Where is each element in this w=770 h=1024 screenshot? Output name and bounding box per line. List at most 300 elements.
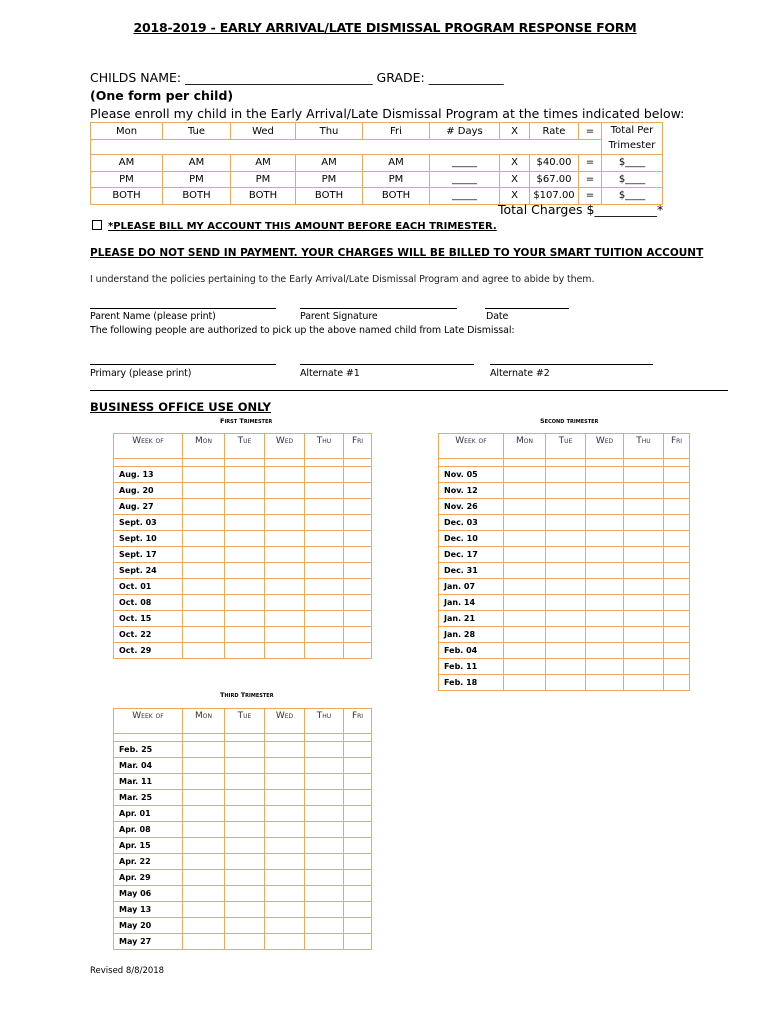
attendance-cell[interactable] bbox=[225, 483, 265, 499]
x-pm: X bbox=[500, 171, 530, 188]
grid-header-tue: Tue bbox=[546, 434, 586, 459]
attendance-cell[interactable] bbox=[504, 627, 546, 643]
attendance-cell[interactable] bbox=[265, 547, 305, 563]
attendance-cell[interactable] bbox=[265, 934, 305, 950]
attendance-cell[interactable] bbox=[624, 563, 664, 579]
eq-both: = bbox=[579, 188, 602, 205]
attendance-cell[interactable] bbox=[586, 627, 624, 643]
attendance-cell[interactable] bbox=[546, 563, 586, 579]
attendance-cell[interactable] bbox=[305, 838, 344, 854]
attendance-cell[interactable] bbox=[265, 790, 305, 806]
attendance-cell[interactable] bbox=[344, 595, 372, 611]
attendance-cell[interactable] bbox=[504, 483, 546, 499]
table-row bbox=[114, 483, 372, 499]
attendance-cell[interactable] bbox=[183, 483, 225, 499]
table-row bbox=[439, 531, 690, 547]
attendance-cell[interactable] bbox=[305, 515, 344, 531]
fri-pm[interactable]: PM bbox=[363, 171, 430, 188]
wed-both[interactable]: BOTH bbox=[231, 188, 296, 205]
days-both[interactable]: _____ bbox=[430, 188, 500, 205]
attendance-cell[interactable] bbox=[624, 659, 664, 675]
fri-both[interactable]: BOTH bbox=[363, 188, 430, 205]
attendance-cell[interactable] bbox=[225, 515, 265, 531]
attendance-cell[interactable] bbox=[183, 579, 225, 595]
attendance-cell[interactable] bbox=[305, 499, 344, 515]
attendance-cell[interactable] bbox=[225, 595, 265, 611]
attendance-cell[interactable] bbox=[664, 483, 690, 499]
attendance-cell[interactable] bbox=[225, 806, 265, 822]
attendance-cell[interactable] bbox=[344, 611, 372, 627]
attendance-cell[interactable] bbox=[225, 611, 265, 627]
attendance-cell[interactable] bbox=[183, 742, 225, 758]
attendance-cell[interactable] bbox=[265, 595, 305, 611]
second-trimester-title: Second trimester bbox=[540, 417, 599, 425]
attendance-cell[interactable] bbox=[624, 595, 664, 611]
attendance-cell[interactable] bbox=[546, 467, 586, 483]
attendance-cell[interactable] bbox=[546, 627, 586, 643]
policy-agreement: I understand the policies pertaining to the Early Arrival/Late Dismissal Program and agree to abide by them. bbox=[90, 274, 595, 285]
attendance-cell[interactable] bbox=[344, 483, 372, 499]
attendance-cell[interactable] bbox=[183, 806, 225, 822]
attendance-cell[interactable] bbox=[344, 758, 372, 774]
attendance-cell[interactable] bbox=[225, 774, 265, 790]
attendance-cell[interactable] bbox=[664, 499, 690, 515]
attendance-cell[interactable] bbox=[664, 579, 690, 595]
week-date: Oct. 15 bbox=[114, 611, 183, 627]
attendance-cell[interactable] bbox=[225, 870, 265, 886]
attendance-cell[interactable] bbox=[305, 579, 344, 595]
attendance-cell[interactable] bbox=[183, 870, 225, 886]
mon-am[interactable]: AM bbox=[91, 155, 163, 172]
attendance-cell[interactable] bbox=[504, 643, 546, 659]
attendance-cell[interactable] bbox=[305, 467, 344, 483]
attendance-cell[interactable] bbox=[265, 902, 305, 918]
attendance-cell[interactable] bbox=[344, 563, 372, 579]
attendance-cell[interactable] bbox=[504, 515, 546, 531]
attendance-cell[interactable] bbox=[183, 467, 225, 483]
attendance-cell[interactable] bbox=[305, 806, 344, 822]
grid-header-week-of: Week of bbox=[114, 434, 183, 459]
days-am[interactable]: _____ bbox=[430, 155, 500, 172]
attendance-cell[interactable] bbox=[265, 854, 305, 870]
grid-header-fri: Fri bbox=[344, 434, 372, 459]
attendance-cell[interactable] bbox=[265, 870, 305, 886]
first-trimester-title: First Trimester bbox=[220, 417, 273, 425]
attendance-cell[interactable] bbox=[265, 774, 305, 790]
attendance-cell[interactable] bbox=[265, 563, 305, 579]
attendance-cell[interactable] bbox=[305, 918, 344, 934]
attendance-cell[interactable] bbox=[183, 854, 225, 870]
table-row bbox=[439, 563, 690, 579]
attendance-cell[interactable] bbox=[265, 806, 305, 822]
attendance-cell[interactable] bbox=[225, 547, 265, 563]
attendance-cell[interactable] bbox=[225, 902, 265, 918]
mon-pm[interactable]: PM bbox=[91, 171, 163, 188]
attendance-cell[interactable] bbox=[344, 806, 372, 822]
table-row bbox=[114, 563, 372, 579]
attendance-cell[interactable] bbox=[344, 499, 372, 515]
attendance-cell[interactable] bbox=[265, 886, 305, 902]
alternate1-label: Alternate #1 bbox=[300, 368, 360, 379]
week-date: Feb. 11 bbox=[439, 659, 504, 675]
grid-header-wed: Wed bbox=[265, 709, 305, 734]
attendance-cell[interactable] bbox=[305, 742, 344, 758]
attendance-cell[interactable] bbox=[344, 934, 372, 950]
attendance-cell[interactable] bbox=[504, 467, 546, 483]
table-row bbox=[439, 547, 690, 563]
attendance-cell[interactable] bbox=[624, 499, 664, 515]
attendance-cell[interactable] bbox=[265, 467, 305, 483]
week-date: Jan. 28 bbox=[439, 627, 504, 643]
table-row bbox=[114, 627, 372, 643]
table-row bbox=[439, 675, 690, 691]
attendance-cell[interactable] bbox=[546, 531, 586, 547]
attendance-cell[interactable] bbox=[586, 467, 624, 483]
attendance-cell[interactable] bbox=[504, 595, 546, 611]
attendance-cell[interactable] bbox=[504, 499, 546, 515]
week-date: Oct. 29 bbox=[114, 643, 183, 659]
attendance-cell[interactable] bbox=[183, 627, 225, 643]
attendance-cell[interactable] bbox=[305, 902, 344, 918]
week-date: May 13 bbox=[114, 902, 183, 918]
parent-name-line[interactable] bbox=[90, 308, 276, 309]
grid-header-thu: Thu bbox=[305, 709, 344, 734]
attendance-cell[interactable] bbox=[624, 675, 664, 691]
attendance-cell[interactable] bbox=[546, 659, 586, 675]
week-date: Jan. 14 bbox=[439, 595, 504, 611]
attendance-cell[interactable] bbox=[344, 627, 372, 643]
attendance-cell[interactable] bbox=[586, 611, 624, 627]
attendance-cell[interactable] bbox=[664, 531, 690, 547]
col-fri: Fri bbox=[363, 123, 430, 140]
attendance-cell[interactable] bbox=[305, 627, 344, 643]
grid-header-fri: Fri bbox=[344, 709, 372, 734]
table-row bbox=[114, 611, 372, 627]
attendance-cell[interactable] bbox=[183, 918, 225, 934]
attendance-cell[interactable] bbox=[183, 643, 225, 659]
attendance-cell[interactable] bbox=[225, 758, 265, 774]
attendance-cell[interactable] bbox=[664, 467, 690, 483]
attendance-cell[interactable] bbox=[183, 886, 225, 902]
attendance-cell[interactable] bbox=[586, 499, 624, 515]
week-date: Apr. 22 bbox=[114, 854, 183, 870]
parent-signature-label: Parent Signature bbox=[300, 311, 378, 322]
attendance-cell[interactable] bbox=[344, 790, 372, 806]
col-thu: Thu bbox=[296, 123, 363, 140]
attendance-cell[interactable] bbox=[504, 579, 546, 595]
table-row bbox=[439, 659, 690, 675]
week-date: Sept. 17 bbox=[114, 547, 183, 563]
week-date: Jan. 21 bbox=[439, 611, 504, 627]
bill-account-checkbox[interactable] bbox=[92, 220, 102, 230]
attendance-cell[interactable] bbox=[344, 918, 372, 934]
attendance-cell[interactable] bbox=[183, 563, 225, 579]
attendance-cell[interactable] bbox=[344, 742, 372, 758]
attendance-cell[interactable] bbox=[586, 643, 624, 659]
attendance-cell[interactable] bbox=[225, 742, 265, 758]
attendance-cell[interactable] bbox=[344, 579, 372, 595]
third-trimester-title: Third Trimester bbox=[220, 691, 274, 699]
enrollment-table bbox=[90, 122, 663, 205]
attendance-cell[interactable] bbox=[624, 483, 664, 499]
total-both[interactable]: $____ bbox=[602, 188, 663, 205]
attendance-cell[interactable] bbox=[225, 790, 265, 806]
attendance-cell[interactable] bbox=[624, 643, 664, 659]
attendance-cell[interactable] bbox=[664, 595, 690, 611]
attendance-cell[interactable] bbox=[546, 675, 586, 691]
attendance-cell[interactable] bbox=[586, 531, 624, 547]
attendance-cell[interactable] bbox=[305, 822, 344, 838]
grid-header-week-of: Week of bbox=[114, 709, 183, 734]
attendance-cell[interactable] bbox=[305, 758, 344, 774]
attendance-cell[interactable] bbox=[546, 483, 586, 499]
attendance-cell[interactable] bbox=[225, 467, 265, 483]
revised-date: Revised 8/8/2018 bbox=[90, 966, 165, 976]
attendance-cell[interactable] bbox=[586, 595, 624, 611]
week-date: Apr. 01 bbox=[114, 806, 183, 822]
attendance-cell[interactable] bbox=[225, 531, 265, 547]
attendance-cell[interactable] bbox=[664, 675, 690, 691]
alternate2-line[interactable] bbox=[490, 364, 653, 365]
attendance-cell[interactable] bbox=[624, 579, 664, 595]
table-row bbox=[439, 611, 690, 627]
attendance-cell[interactable] bbox=[305, 595, 344, 611]
attendance-cell[interactable] bbox=[344, 870, 372, 886]
table-row bbox=[114, 934, 372, 950]
attendance-cell[interactable] bbox=[344, 838, 372, 854]
attendance-cell[interactable] bbox=[664, 627, 690, 643]
attendance-cell[interactable] bbox=[546, 515, 586, 531]
attendance-cell[interactable] bbox=[305, 934, 344, 950]
week-date: Jan. 07 bbox=[439, 579, 504, 595]
attendance-cell[interactable] bbox=[225, 854, 265, 870]
attendance-cell[interactable] bbox=[305, 774, 344, 790]
eq-am: = bbox=[579, 155, 602, 172]
attendance-cell[interactable] bbox=[183, 515, 225, 531]
attendance-cell[interactable] bbox=[183, 499, 225, 515]
attendance-cell[interactable] bbox=[183, 774, 225, 790]
child-name-grade-line[interactable]: CHILDS NAME: ______________________________ GRADE: ____________ bbox=[90, 70, 504, 85]
attendance-cell[interactable] bbox=[183, 934, 225, 950]
thu-am[interactable]: AM bbox=[296, 155, 363, 172]
attendance-cell[interactable] bbox=[624, 611, 664, 627]
attendance-cell[interactable] bbox=[183, 758, 225, 774]
attendance-cell[interactable] bbox=[265, 838, 305, 854]
attendance-cell[interactable] bbox=[546, 499, 586, 515]
attendance-cell[interactable] bbox=[265, 758, 305, 774]
no-payment-notice: PLEASE DO NOT SEND IN PAYMENT. YOUR CHARGES WILL BE BILLED TO YOUR SMART TUITION ACCOUNT bbox=[90, 247, 704, 259]
attendance-cell[interactable] bbox=[305, 854, 344, 870]
table-row bbox=[114, 790, 372, 806]
col-mon: Mon bbox=[91, 123, 163, 140]
attendance-cell[interactable] bbox=[305, 870, 344, 886]
attendance-cell[interactable] bbox=[183, 790, 225, 806]
attendance-cell[interactable] bbox=[265, 515, 305, 531]
attendance-cell[interactable] bbox=[504, 675, 546, 691]
attendance-cell[interactable] bbox=[265, 483, 305, 499]
total-pm[interactable]: $____ bbox=[602, 171, 663, 188]
attendance-cell[interactable] bbox=[305, 886, 344, 902]
fri-am[interactable]: AM bbox=[363, 155, 430, 172]
mon-both[interactable]: BOTH bbox=[91, 188, 163, 205]
tue-both[interactable]: BOTH bbox=[163, 188, 231, 205]
week-date: Aug. 20 bbox=[114, 483, 183, 499]
thu-both[interactable]: BOTH bbox=[296, 188, 363, 205]
attendance-cell[interactable] bbox=[344, 547, 372, 563]
attendance-cell[interactable] bbox=[664, 659, 690, 675]
attendance-cell[interactable] bbox=[183, 595, 225, 611]
attendance-cell[interactable] bbox=[183, 547, 225, 563]
attendance-cell[interactable] bbox=[305, 531, 344, 547]
attendance-cell[interactable] bbox=[504, 611, 546, 627]
attendance-cell[interactable] bbox=[344, 467, 372, 483]
attendance-cell[interactable] bbox=[624, 627, 664, 643]
grid-header-mon: Mon bbox=[183, 434, 225, 459]
attendance-cell[interactable] bbox=[344, 643, 372, 659]
attendance-cell[interactable] bbox=[225, 886, 265, 902]
attendance-cell[interactable] bbox=[624, 515, 664, 531]
table-row bbox=[114, 515, 372, 531]
attendance-cell[interactable] bbox=[586, 547, 624, 563]
attendance-cell[interactable] bbox=[265, 643, 305, 659]
attendance-cell[interactable] bbox=[183, 531, 225, 547]
week-date: Feb. 18 bbox=[439, 675, 504, 691]
attendance-cell[interactable] bbox=[265, 531, 305, 547]
thu-pm[interactable]: PM bbox=[296, 171, 363, 188]
attendance-cell[interactable] bbox=[225, 563, 265, 579]
attendance-cell[interactable] bbox=[586, 579, 624, 595]
table-row bbox=[114, 742, 372, 758]
attendance-cell[interactable] bbox=[225, 822, 265, 838]
attendance-cell[interactable] bbox=[586, 675, 624, 691]
attendance-cell[interactable] bbox=[265, 611, 305, 627]
x-both: X bbox=[500, 188, 530, 205]
table-row bbox=[439, 595, 690, 611]
table-row bbox=[439, 579, 690, 595]
attendance-cell[interactable] bbox=[546, 579, 586, 595]
week-date: Nov. 12 bbox=[439, 483, 504, 499]
attendance-cell[interactable] bbox=[586, 515, 624, 531]
attendance-cell[interactable] bbox=[546, 643, 586, 659]
table-row bbox=[439, 467, 690, 483]
total-am[interactable]: $____ bbox=[602, 155, 663, 172]
attendance-cell[interactable] bbox=[664, 563, 690, 579]
attendance-cell[interactable] bbox=[265, 499, 305, 515]
attendance-cell[interactable] bbox=[546, 595, 586, 611]
week-date: Mar. 04 bbox=[114, 758, 183, 774]
table-row bbox=[439, 483, 690, 499]
rate-am: $40.00 bbox=[530, 155, 579, 172]
date-line[interactable] bbox=[485, 308, 569, 309]
attendance-cell[interactable] bbox=[664, 515, 690, 531]
grid-header-tue: Tue bbox=[225, 709, 265, 734]
total-charges[interactable]: Total Charges $__________* bbox=[498, 202, 664, 217]
attendance-cell[interactable] bbox=[265, 627, 305, 643]
date-label: Date bbox=[486, 311, 509, 322]
table-row bbox=[114, 822, 372, 838]
table-row bbox=[114, 838, 372, 854]
attendance-cell[interactable] bbox=[183, 902, 225, 918]
first-trimester-grid bbox=[113, 433, 372, 659]
attendance-cell[interactable] bbox=[624, 531, 664, 547]
col-total: Total Per Trimester bbox=[602, 123, 663, 155]
attendance-cell[interactable] bbox=[586, 563, 624, 579]
week-date: Apr. 29 bbox=[114, 870, 183, 886]
tue-am[interactable]: AM bbox=[163, 155, 231, 172]
primary-line[interactable] bbox=[90, 364, 276, 365]
attendance-cell[interactable] bbox=[183, 838, 225, 854]
parent-signature-line[interactable] bbox=[300, 308, 457, 309]
attendance-cell[interactable] bbox=[504, 531, 546, 547]
bill-account-text: *PLEASE BILL MY ACCOUNT THIS AMOUNT BEFORE EACH TRIMESTER. bbox=[108, 221, 497, 232]
attendance-cell[interactable] bbox=[504, 659, 546, 675]
attendance-cell[interactable] bbox=[344, 531, 372, 547]
attendance-cell[interactable] bbox=[225, 918, 265, 934]
attendance-cell[interactable] bbox=[265, 822, 305, 838]
attendance-cell[interactable] bbox=[344, 774, 372, 790]
attendance-cell[interactable] bbox=[183, 611, 225, 627]
attendance-cell[interactable] bbox=[225, 838, 265, 854]
attendance-cell[interactable] bbox=[344, 515, 372, 531]
attendance-cell[interactable] bbox=[504, 547, 546, 563]
attendance-cell[interactable] bbox=[664, 643, 690, 659]
alternate1-line[interactable] bbox=[300, 364, 474, 365]
wed-am[interactable]: AM bbox=[231, 155, 296, 172]
attendance-cell[interactable] bbox=[624, 547, 664, 563]
attendance-cell[interactable] bbox=[305, 563, 344, 579]
attendance-cell[interactable] bbox=[265, 579, 305, 595]
week-date: Oct. 08 bbox=[114, 595, 183, 611]
attendance-cell[interactable] bbox=[344, 822, 372, 838]
attendance-cell[interactable] bbox=[183, 822, 225, 838]
attendance-cell[interactable] bbox=[624, 467, 664, 483]
table-row bbox=[114, 547, 372, 563]
attendance-cell[interactable] bbox=[225, 499, 265, 515]
attendance-cell[interactable] bbox=[305, 483, 344, 499]
attendance-cell[interactable] bbox=[305, 643, 344, 659]
week-date: Oct. 01 bbox=[114, 579, 183, 595]
row-am bbox=[91, 155, 663, 172]
attendance-cell[interactable] bbox=[305, 611, 344, 627]
attendance-cell[interactable] bbox=[344, 854, 372, 870]
week-date: Mar. 11 bbox=[114, 774, 183, 790]
attendance-cell[interactable] bbox=[546, 611, 586, 627]
attendance-cell[interactable] bbox=[504, 563, 546, 579]
attendance-cell[interactable] bbox=[305, 790, 344, 806]
attendance-cell[interactable] bbox=[225, 934, 265, 950]
table-row bbox=[114, 806, 372, 822]
attendance-cell[interactable] bbox=[664, 611, 690, 627]
days-pm[interactable]: _____ bbox=[430, 171, 500, 188]
attendance-cell[interactable] bbox=[664, 547, 690, 563]
attendance-cell[interactable] bbox=[265, 742, 305, 758]
attendance-cell[interactable] bbox=[305, 547, 344, 563]
grid-header-week-of: Week of bbox=[439, 434, 504, 459]
attendance-cell[interactable] bbox=[265, 918, 305, 934]
attendance-cell[interactable] bbox=[344, 886, 372, 902]
tue-pm[interactable]: PM bbox=[163, 171, 231, 188]
attendance-cell[interactable] bbox=[344, 902, 372, 918]
attendance-cell[interactable] bbox=[586, 483, 624, 499]
attendance-cell[interactable] bbox=[546, 547, 586, 563]
attendance-cell[interactable] bbox=[586, 659, 624, 675]
attendance-cell[interactable] bbox=[225, 579, 265, 595]
attendance-cell[interactable] bbox=[225, 627, 265, 643]
wed-pm[interactable]: PM bbox=[231, 171, 296, 188]
week-date: Sept. 24 bbox=[114, 563, 183, 579]
attendance-cell[interactable] bbox=[225, 643, 265, 659]
grid-header-thu: Thu bbox=[624, 434, 664, 459]
